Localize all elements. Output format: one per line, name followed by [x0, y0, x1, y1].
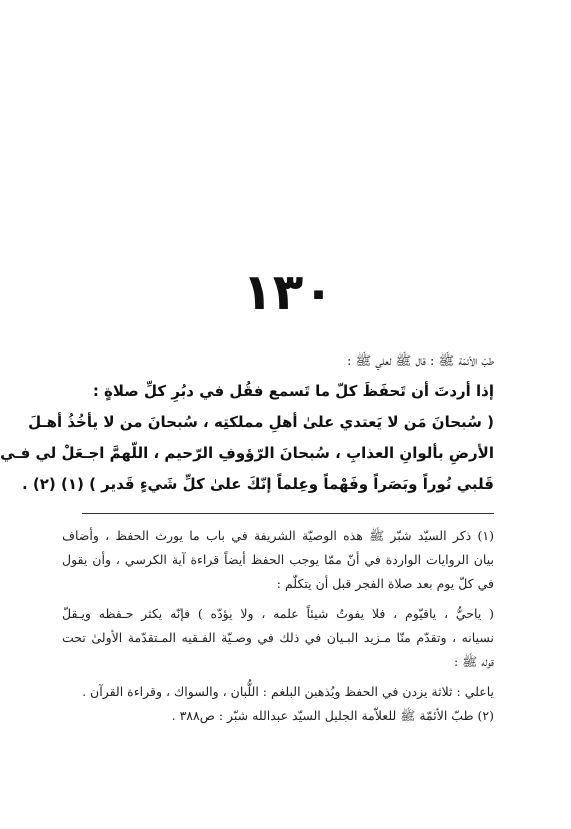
main-text-line: قَلبي نُوراً وبَصَراً وفَهْماً وعِلماً إنّكَ علىٰ كلِّ شَيءٍ قَدير ) (١) (٢) .	[21, 475, 494, 493]
main-text-line: الأرضِ بألوانِ العذابِ ، سُبحانَ الرّؤوفِ الرّحيم ، اللّهمَّ اجـعَلْ لي فـي	[0, 444, 494, 462]
footnote-line: (١) ذكر السيّد شبّر ﷺ هذه الوصيّة الشريفة في باب ما يورث الحفظ ، وأضاف	[62, 528, 494, 543]
hadith-number: ١٣٠	[242, 263, 334, 321]
main-text	[0, 376, 494, 500]
footnote-line: نسيانه ، وتقدّم منّا مـزيد البـيان في ذلك في وصـيّة الفـقيه المـتقدّمة الأولىٰ تحت	[62, 630, 494, 645]
footnote-line: ياعلي : ثلاثة يزدن في الحفظ ويُذهبن البلغم : اللُّبان ، والسواك ، وقراءة القرآن .	[82, 684, 494, 699]
main-text-line: ( سُبحانَ مَن لا يَعتدي علىٰ أهلِ مملكتِه ، سُبحانَ من لا يأخُذُ أهـلَ	[28, 413, 494, 431]
source-citation: طبّ الأئمّة ﷺ : قال ﷺ لعلي ﷺ :	[346, 354, 494, 369]
footnote-line: في كلّ يوم بعد صلاة الفجر قبل أن يتكلّم :	[276, 576, 494, 591]
footnote-line: ( ياحيُّ ، ياقيّوم ، فلا يفوتُ شيئاً علمه ، ولا يؤدّه ) فإنّه يكثر حـفظه ويـقلّ	[62, 606, 494, 621]
footnotes	[62, 524, 494, 728]
footnote-divider	[82, 513, 494, 514]
footnote-line: قوله ﷺ :	[453, 654, 494, 669]
footnote-line: بيان الروايات الواردة في أنّ ممّا يوجب الحفظ أيضاً قراءة آية الكرسي ، وأن يقول	[62, 552, 494, 567]
main-text-line: إذا أردتَ أن تَحفَظَ كلّ ما تَسمع فقُل في دبُرِ كلِّ صلاةٍ :	[92, 382, 494, 400]
footnote-2: (٢) طبّ الأئمّة ﷺ للعلاّمة الجليل السيّد عبدالله شبّر : ص٣٨٨ .	[171, 708, 494, 723]
